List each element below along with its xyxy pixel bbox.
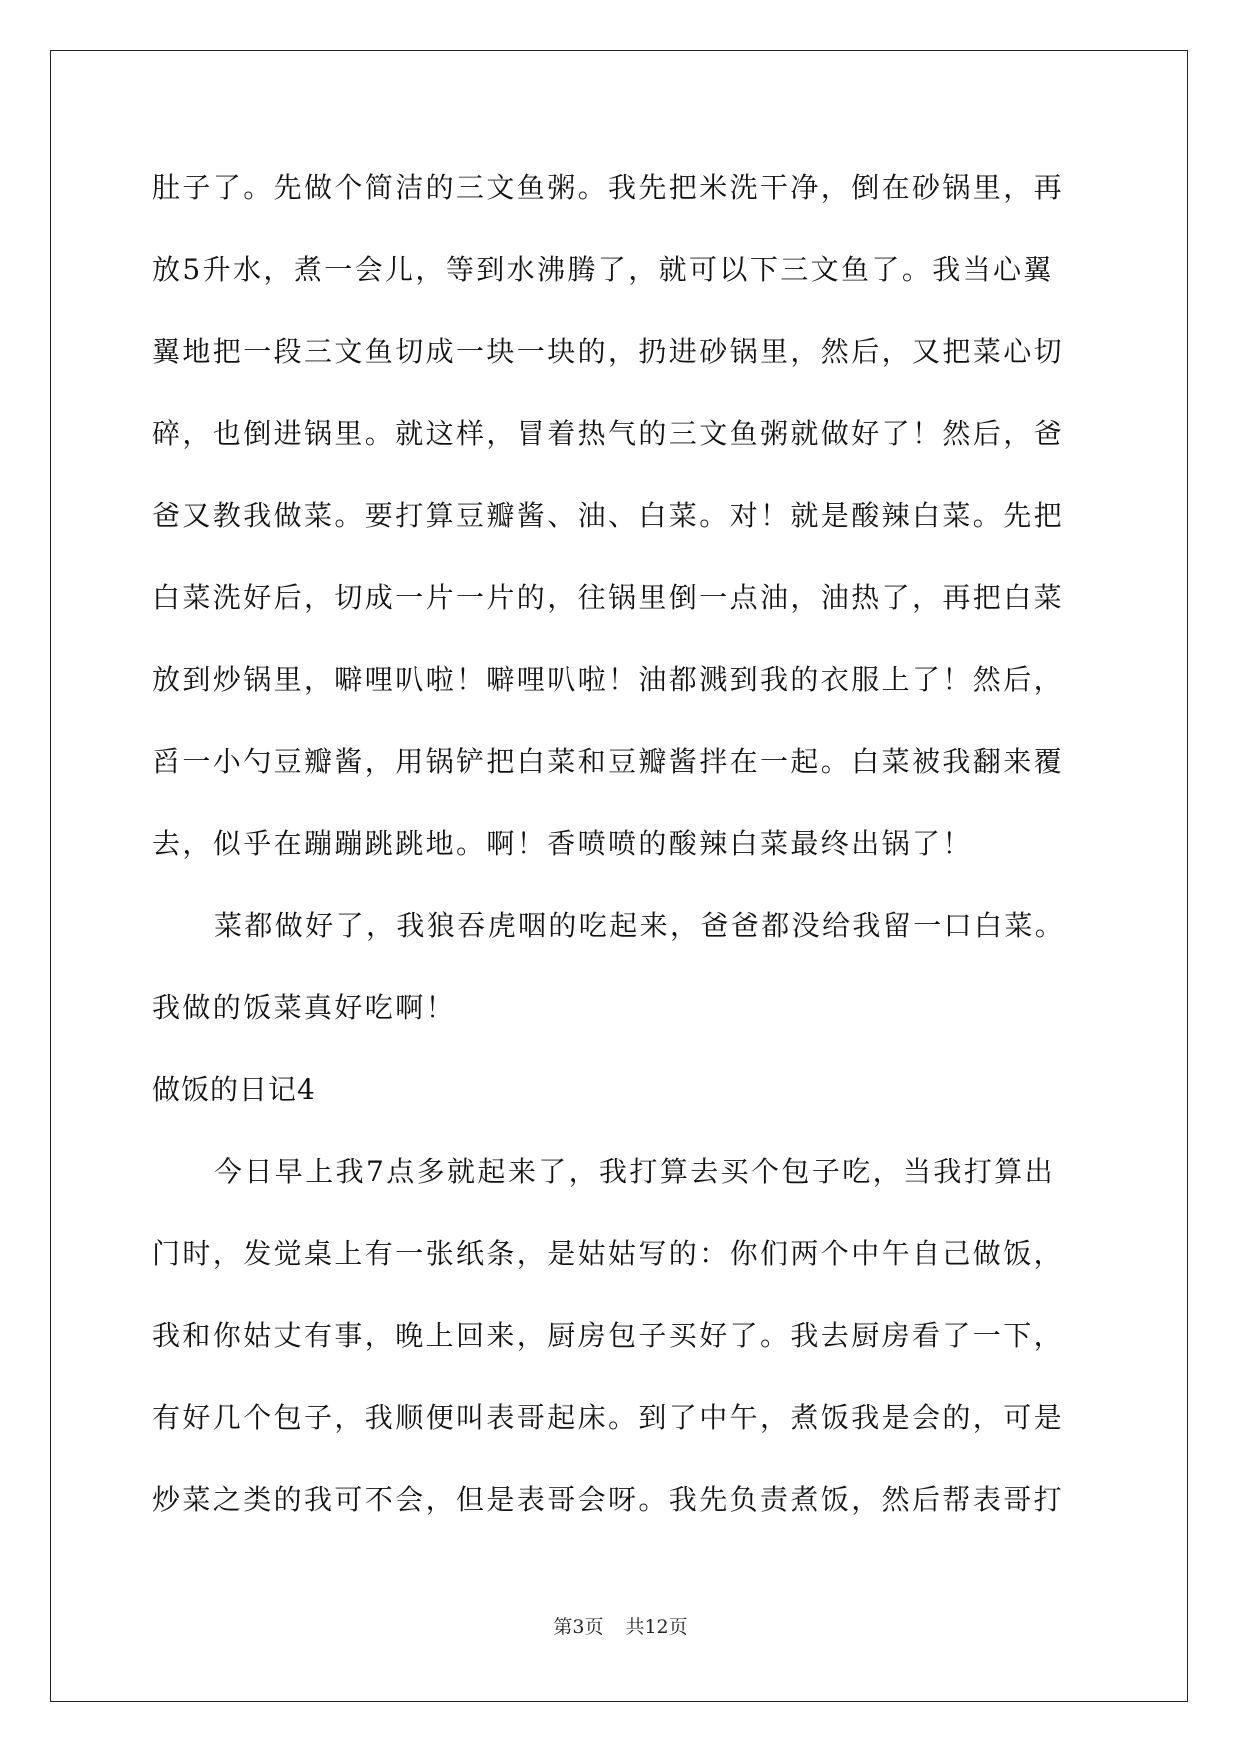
text-line: 炒菜之类的我可不会，但是表哥会呀。我先负责煮饭，然后帮表哥打 bbox=[152, 1483, 1065, 1516]
page-footer bbox=[0, 1612, 1241, 1639]
text-line: 放5升水，煮一会儿，等到水沸腾了，就可以下三文鱼了。我当心翼 bbox=[152, 253, 1054, 286]
text-line: 放到炒锅里，噼哩叭啦！噼哩叭啦！油都溅到我的衣服上了！然后， bbox=[152, 663, 1065, 696]
text-line: 碎，也倒进锅里。就这样，冒着热气的三文鱼粥就做好了！然后，爸 bbox=[152, 417, 1065, 450]
text-line: 白菜洗好后，切成一片一片的，往锅里倒一点油，油热了，再把白菜 bbox=[152, 581, 1065, 614]
text-line: 我做的饭菜真好吃啊！ bbox=[152, 991, 457, 1024]
page-total: 共12页 bbox=[625, 1616, 688, 1638]
text-line: 肚子了。先做个简洁的三文鱼粥。我先把米洗干净，倒在砂锅里，再 bbox=[152, 171, 1065, 204]
text-line: 爸又教我做菜。要打算豆瓣酱、油、白菜。对！就是酸辣白菜。先把 bbox=[152, 499, 1065, 532]
text-line: 翼地把一段三文鱼切成一块一块的，扔进砂锅里，然后，又把菜心切 bbox=[152, 335, 1065, 368]
page-number: 第3页 bbox=[553, 1616, 604, 1638]
text-line: 舀一小勺豆瓣酱，用锅铲把白菜和豆瓣酱拌在一起。白菜被我翻来覆 bbox=[152, 745, 1065, 778]
text-line: 去，似乎在蹦蹦跳跳地。啊！香喷喷的酸辣白菜最终出锅了！ bbox=[152, 827, 973, 860]
text-line: 有好几个包子，我顺便叫表哥起床。到了中午，煮饭我是会的，可是 bbox=[152, 1401, 1065, 1434]
section-heading: 做饭的日记4 bbox=[152, 1073, 316, 1106]
document-body bbox=[152, 147, 1088, 1541]
paragraph-start-line: 菜都做好了，我狼吞虎咽的吃起来，爸爸都没给我留一口白菜。 bbox=[214, 909, 1066, 942]
text-line: 我和你姑丈有事，晚上回来，厨房包子买好了。我去厨房看了一下， bbox=[152, 1319, 1065, 1352]
text-line: 门时，发觉桌上有一张纸条，是姑姑写的：你们两个中午自己做饭， bbox=[152, 1237, 1065, 1270]
paragraph-start-line: 今日早上我7点多就起来了，我打算去买个包子吃，当我打算出 bbox=[214, 1155, 1056, 1188]
